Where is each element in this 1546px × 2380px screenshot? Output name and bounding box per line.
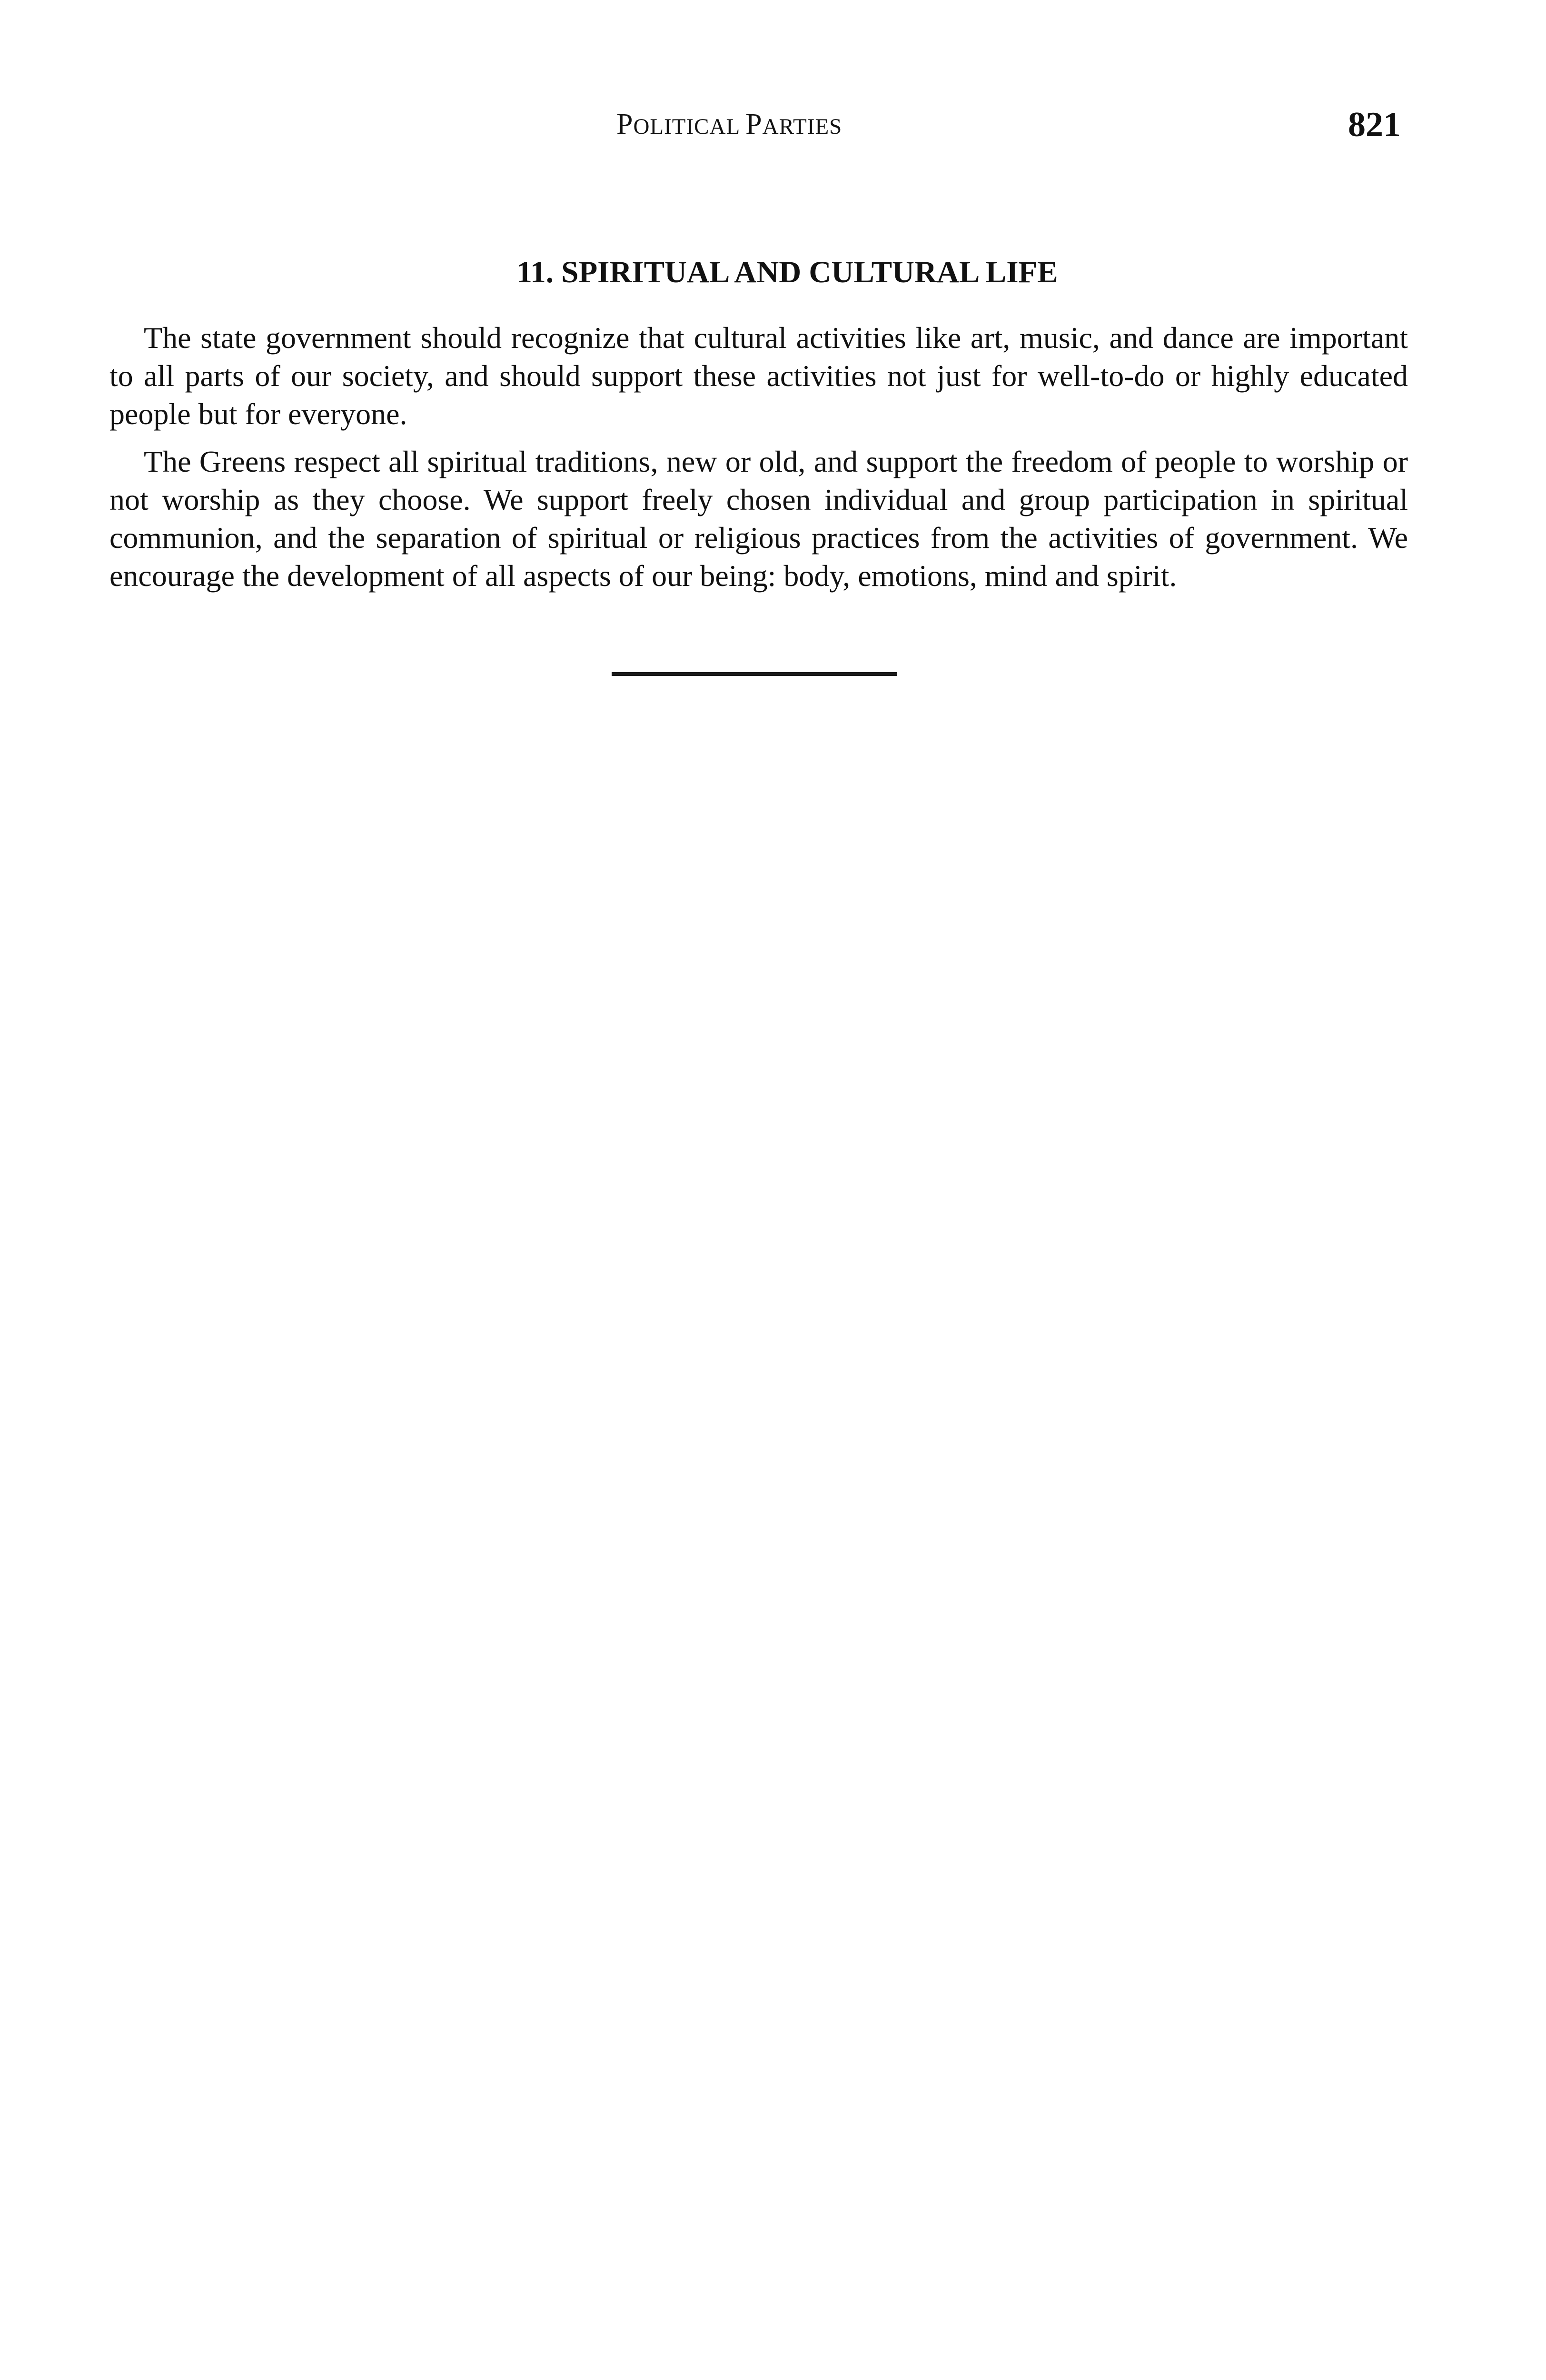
page-number: 821	[1348, 105, 1401, 144]
running-head-cap-1: P	[616, 108, 634, 140]
paragraph: The Greens respect all spiritual traditions, new or old, and support the freedom of people to worship or not worship as they choose. We support freely chosen individual and group participation in spiritual communion, and the separation of spiritual or religious practices from the activities of government. We encourage the development of all aspects of our being: body, emotions, mind and spirit.	[109, 445, 1408, 593]
running-head	[616, 109, 842, 139]
running-head-cap-2: P	[745, 108, 763, 140]
running-head-rest-1: OLITICAL	[633, 114, 746, 139]
running-head-rest-2: ARTIES	[762, 114, 842, 139]
section-end-rule	[612, 672, 897, 676]
section-body	[109, 319, 1408, 605]
section-heading: 11. SPIRITUAL AND CULTURAL LIFE	[516, 255, 1058, 289]
paragraph: The state government should recognize that cultural activities like art, music, and dance are important to all parts of our society, and should support these activities not just for well-to-do or highly educated people but for everyone.	[109, 321, 1408, 431]
